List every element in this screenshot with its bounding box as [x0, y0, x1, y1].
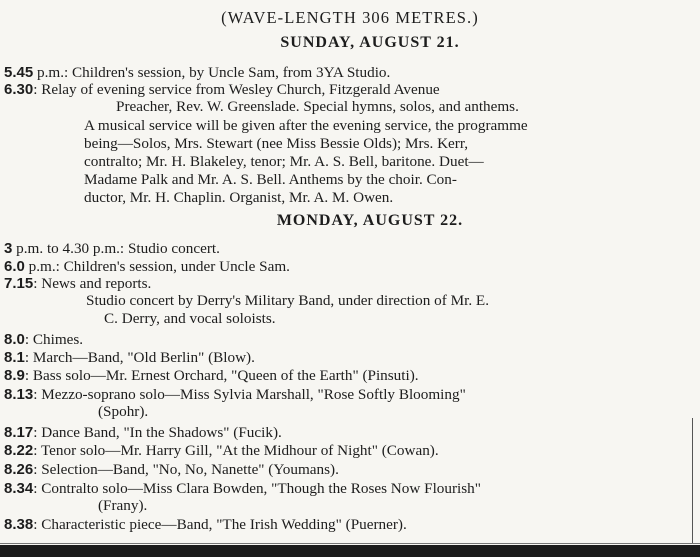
entry-time: 8.1 — [4, 349, 25, 366]
program-entry — [4, 461, 694, 478]
entry-text: : Selection—Band, "No, No, Nanette" (Youmans). — [33, 461, 339, 478]
program-entry — [4, 386, 694, 403]
entry-text: : Contralto solo—Miss Clara Bowden, "Though the Roses Now Flourish" — [33, 480, 481, 497]
entry-text: p.m. to 4.30 p.m.: Studio concert. — [12, 240, 220, 257]
program-entry — [4, 480, 694, 497]
entry-time: 8.17 — [4, 424, 34, 441]
entry-time: 6.0 — [4, 258, 25, 275]
paragraph-line: A musical service will be given after the evening service, the programme — [84, 117, 528, 134]
program-entry — [4, 64, 694, 81]
paragraph-line: being—Solos, Mrs. Stewart (nee Miss Bessie Olds); Mrs. Kerr, — [84, 135, 469, 152]
entry-text: : Characteristic piece—Band, "The Irish Wedding" (Puerner). — [33, 516, 407, 533]
entry-continuation: (Spohr). — [98, 403, 149, 420]
paragraph-line: ductor, Mr. H. Chaplin. Organist, Mr. A. M. Owen. — [84, 189, 394, 206]
entry-time: 7.15 — [4, 275, 34, 292]
entry-time: 8.22 — [4, 442, 34, 459]
program-entry — [4, 240, 694, 257]
entry-continuation: C. Derry, and vocal soloists. — [104, 310, 276, 327]
entry-text: : Relay of evening service from Wesley Church, Fitzgerald Avenue — [33, 81, 440, 98]
paragraph-line: contralto; Mr. H. Blakeley, tenor; Mr. A. S. Bell, baritone. Duet— — [84, 153, 484, 170]
entry-continuation: (Frany). — [98, 497, 148, 514]
program-entry — [4, 349, 694, 366]
entry-time: 8.38 — [4, 516, 34, 533]
entry-time: 8.34 — [4, 480, 34, 497]
entry-text: : Dance Band, "In the Shadows" (Fucik). — [33, 424, 282, 441]
program-entry — [4, 275, 694, 292]
monday-heading: MONDAY, AUGUST 22. — [276, 212, 464, 229]
entry-time: 5.45 — [4, 64, 34, 81]
divider-line — [0, 543, 700, 544]
entry-time: 6.30 — [4, 81, 34, 98]
entry-time: 8.13 — [4, 386, 34, 403]
wavelength-heading: (WAVE-LENGTH 306 METRES.) — [221, 8, 479, 27]
entry-time: 8.0 — [4, 331, 25, 348]
entry-time: 3 — [4, 240, 13, 257]
program-entry — [4, 367, 694, 384]
column-rule — [692, 418, 693, 543]
program-entry — [4, 258, 694, 275]
program-entry — [4, 331, 694, 348]
entry-time: 8.9 — [4, 367, 25, 384]
sunday-heading: SUNDAY, AUGUST 21. — [280, 34, 460, 51]
entry-text: : Mezzo-soprano solo—Miss Sylvia Marshall, "Rose Softly Blooming" — [33, 386, 466, 403]
entry-continuation: Preacher, Rev. W. Greenslade. Special hymns, solos, and anthems. — [116, 98, 519, 115]
entry-continuation: Studio concert by Derry's Military Band, under direction of Mr. E. — [86, 292, 490, 309]
entry-text: p.m.: Children's session, by Uncle Sam, from 3YA Studio. — [33, 64, 391, 81]
entry-text: : News and reports. — [33, 275, 152, 292]
entry-time: 8.26 — [4, 461, 34, 478]
bottom-border — [0, 545, 700, 557]
entry-text: : March—Band, "Old Berlin" (Blow). — [24, 349, 255, 366]
paragraph-line: Madame Palk and Mr. A. S. Bell. Anthems by the choir. Con- — [84, 171, 457, 188]
program-entry — [4, 81, 694, 98]
program-entry — [4, 424, 694, 441]
program-entry — [4, 442, 694, 459]
program-entry — [4, 516, 694, 533]
entry-text: p.m.: Children's session, under Uncle Sam. — [24, 258, 290, 275]
entry-text: : Bass solo—Mr. Ernest Orchard, "Queen of the Earth" (Pinsuti). — [24, 367, 419, 384]
entry-text: : Tenor solo—Mr. Harry Gill, "At the Midhour of Night" (Cowan). — [33, 442, 439, 459]
entry-text: : Chimes. — [24, 331, 84, 348]
